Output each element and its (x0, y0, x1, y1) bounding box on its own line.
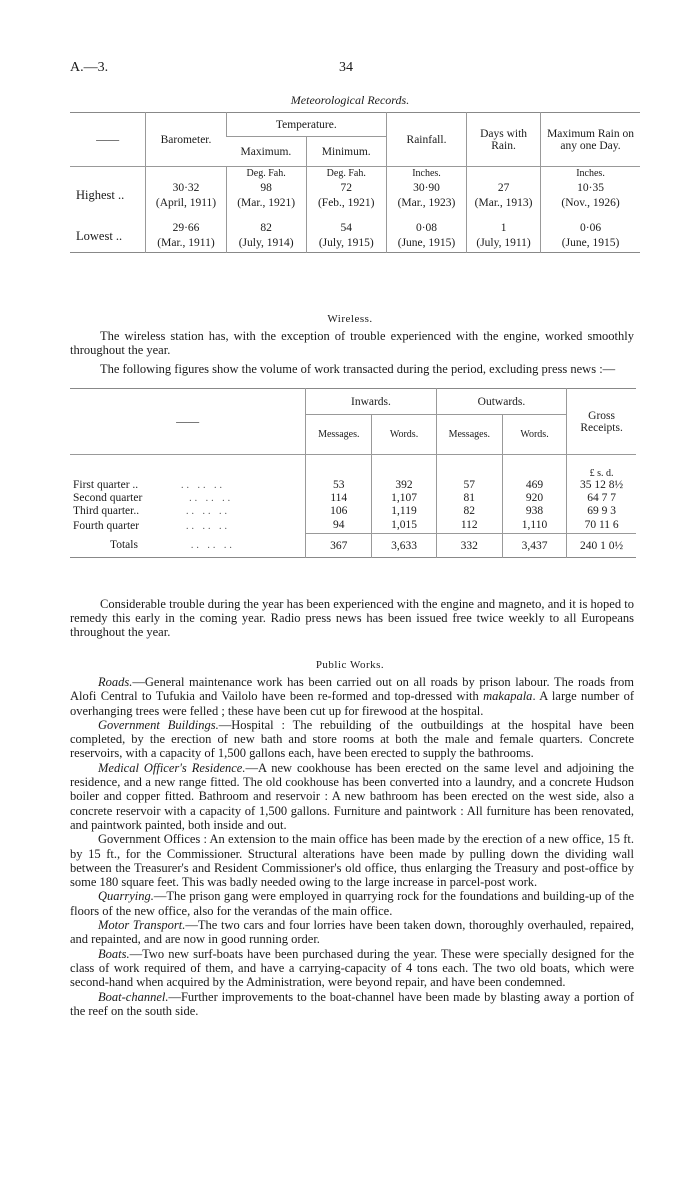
paragraph-lead: Medical Officer's Residence. (98, 760, 246, 775)
wl-header-in-messages: Messages. (306, 415, 372, 455)
public-works-paragraph (70, 918, 634, 947)
cell-value: 10·35 (541, 181, 640, 195)
wl-header-in-words: Words. (372, 415, 436, 455)
cell-date: (Nov., 1926) (541, 195, 640, 211)
cell-date: (July, 1914) (226, 235, 306, 253)
wl-row-label: Fourth quarter (73, 519, 140, 532)
wl-cell: 106 (306, 505, 372, 518)
wl-total-cell: 3,437 (502, 534, 566, 558)
wl-header-outwards: Outwards. (436, 389, 567, 415)
met-header-barometer: Barometer. (146, 113, 226, 167)
cell-date: (Feb., 1921) (306, 195, 386, 211)
cell-date: (Mar., 1911) (146, 235, 226, 253)
wl-row-label: Second quarter (73, 492, 143, 504)
wireless-paragraph-3: Considerable trouble during the year has been experienced with the engine and magneto, and it is hoped to remedy this early in the coming year. Radio press news has been issued free twice weekly to all Europeans throughout the year. (70, 597, 634, 639)
met-header-minimum: Minimum. (306, 137, 386, 167)
paragraph-text: —The prison gang were employed in quarrying rock for the foundations and building-up of the floors of the new office, also for the verandas of the main office. (70, 889, 634, 918)
wl-cell: 469 (502, 479, 566, 492)
met-header-maximum: Maximum. (240, 145, 292, 158)
leader-dots: .. .. .. (185, 520, 230, 532)
wl-total-cell: 240 1 0½ (567, 534, 636, 558)
leader-dots: .. .. .. (189, 493, 234, 504)
public-works-paragraph (70, 718, 634, 761)
public-works-body (70, 675, 634, 1018)
row-label-highest: Highest .. (76, 188, 125, 202)
wireless-title: Wireless. (327, 313, 373, 325)
cell-date: (June, 1915) (386, 235, 466, 253)
wl-cell: 82 (436, 505, 502, 518)
paragraph-text: —Further improvements to the boat-channel have been made by blasting away a portion of the reef on the south side. (70, 989, 634, 1018)
meteorological-table (70, 112, 640, 253)
cell-date: (July, 1915) (306, 235, 386, 253)
unit-max: Deg. Fah. (226, 167, 306, 181)
wl-cell: 53 (306, 479, 372, 492)
wl-cell: 1,110 (502, 518, 566, 534)
wl-cell: 392 (372, 479, 436, 492)
cell-value: 1 (467, 221, 541, 235)
leader-dots: .. .. .. (190, 540, 235, 552)
wl-cell: 35 12 8½ (567, 479, 636, 492)
wl-cell: 1,015 (372, 518, 436, 534)
cell-value: 0·08 (386, 221, 466, 235)
cell-date: (Mar., 1921) (226, 195, 306, 211)
wl-total-cell: 332 (436, 534, 502, 558)
cell-value: 54 (306, 221, 386, 235)
unit-max-rain: Inches. (541, 167, 640, 181)
paragraph-text: Government Offices : An extension to the main office has been made by the erection of a new office, 15 ft. by 15 ft., for the Commissioner. Structural alterations have been made by pulling down the dividing wall between the Treasurer's and Resident Commissioner's old office, thus enlarging the Treasury and post-office by some 180 square feet. This was badly needed owing to the large increase in parcel-post work. (70, 832, 634, 890)
cell-date: (Mar., 1923) (386, 195, 466, 211)
cell-date: (June, 1915) (541, 235, 640, 253)
row-label-lowest: Lowest .. (76, 228, 123, 243)
wl-header-gross: Gross Receipts. (567, 389, 636, 455)
wl-totals-label: Totals (110, 539, 138, 552)
cell-value: 72 (306, 181, 386, 195)
paragraph-italic-word: makapala (483, 689, 533, 704)
leader-dots: .. .. .. (181, 480, 226, 491)
public-works-paragraph (70, 675, 634, 718)
paragraph-text: —Two new surf-boats have been purchased during the year. These were specially designed for the class of work required of them, and have a carrying-capacity of 4 tons each. The two old boats, which were second-hand when acquired by the Administration, were beyond repair, and have been condemned. (70, 946, 634, 990)
cell-value: 30·32 (146, 181, 226, 195)
paragraph-lead: Roads. (98, 675, 133, 689)
paragraph-text: —A new cookhouse has been erected on the same level and adjoining the residence, and a new range fitted. The old cookhouse has been converted into a laundry, and a concrete Hudson boiler and copper fitted. Bathroom and reservoir : A new bathroom has been erected on the west side, also a concrete reservoir with a capacity of 1,500 gallons. Furniture and paintwork : All furniture has been renovated, and paintwork painted, both inside and out. (70, 760, 634, 832)
public-works-paragraph (70, 947, 634, 990)
wl-cell: 1,107 (372, 492, 436, 505)
cell-date: (July, 1911) (467, 235, 541, 253)
met-header-temperature: Temperature. (226, 113, 386, 137)
wl-cell: 1,119 (372, 505, 436, 518)
public-works-paragraph (70, 832, 634, 889)
paragraph-text: . A large number of overhanging trees were felled ; these have been cut up for firewood at the hospital. (70, 689, 635, 718)
public-works-paragraph (70, 990, 634, 1019)
wl-total-cell: 3,633 (372, 534, 436, 558)
public-works-paragraph (70, 761, 634, 832)
wl-cell: 57 (436, 479, 502, 492)
page-number: 34 (339, 60, 353, 75)
wl-cell: 112 (436, 518, 502, 534)
wl-header-blank: —— (176, 415, 200, 428)
paragraph-lead: Boat-channel. (98, 989, 169, 1004)
wl-cell: 70 11 6 (567, 518, 636, 534)
public-works-paragraph (70, 889, 634, 918)
paragraph-lead: Boats. (98, 946, 130, 961)
wireless-table (70, 388, 636, 558)
lsd-unit-label: £ s. d. (567, 455, 636, 479)
cell-value: 82 (226, 221, 306, 235)
met-header-rainfall: Rainfall. (386, 113, 466, 167)
unit-rainfall: Inches. (386, 167, 466, 181)
wireless-paragraph-1: The wireless station has, with the exception of trouble experienced with the engine, worked smoothly throughout the year. (70, 329, 634, 357)
wl-cell: 94 (306, 518, 372, 534)
cell-date: (Mar., 1913) (467, 195, 541, 211)
meteorological-title: Meteorological Records. (290, 93, 410, 107)
wl-cell: 938 (502, 505, 566, 518)
paragraph-lead: Government Buildings. (98, 717, 219, 732)
wl-total-cell: 367 (306, 534, 372, 558)
wl-cell: 81 (436, 492, 502, 505)
wireless-paragraph-2: The following figures show the volume of work transacted during the period, excluding press news :— (100, 362, 616, 376)
paragraph-text: —General maintenance work has been carried out on all roads by prison labour. The roads from Alofi Central to Tufukia and Vailolo have been re-formed and top-dressed with (70, 675, 634, 704)
wl-cell: 69 9 3 (567, 505, 636, 518)
wl-cell: 920 (502, 492, 566, 505)
paragraph-text: —Hospital : The rebuilding of the outbuildings at the hospital have been completed, by the erection of new bath and store rooms at both the male and female quarters. Concrete reservoirs, with a capacity of 1,500 gallons each, have been erected to supply the bathrooms. (70, 717, 634, 761)
met-header-blank: —— (96, 133, 120, 146)
paragraph-text: —The two cars and four lorries have been taken down, thoroughly overhauled, repaired, and repainted, and are now in good running order. (70, 918, 634, 947)
wl-cell: 114 (306, 492, 372, 505)
cell-value: 29·66 (146, 221, 226, 235)
public-works-title: Public Works. (315, 659, 385, 671)
wl-cell: 64 7 7 (567, 492, 636, 505)
wl-row-label: First quarter .. (73, 479, 139, 491)
cell-value: 0·06 (541, 221, 640, 235)
cell-date: (April, 1911) (146, 195, 226, 211)
met-header-days-with-rain: Days with Rain. (467, 113, 541, 167)
leader-dots: .. .. .. (185, 506, 230, 517)
unit-min: Deg. Fah. (306, 167, 386, 181)
cell-value: 98 (226, 181, 306, 195)
wl-header-out-messages: Messages. (436, 415, 502, 455)
paragraph-lead: Motor Transport. (98, 918, 186, 933)
met-header-max-rain: Maximum Rain on any one Day. (541, 113, 640, 167)
wl-row-label: Third quarter.. (73, 505, 140, 517)
wl-header-out-words: Words. (502, 415, 566, 455)
paragraph-lead: Quarrying. (98, 889, 154, 904)
cell-value: 27 (467, 181, 541, 195)
page-reference: A.—3. (70, 60, 109, 75)
cell-value: 30·90 (386, 181, 466, 195)
wl-header-inwards: Inwards. (306, 389, 437, 415)
